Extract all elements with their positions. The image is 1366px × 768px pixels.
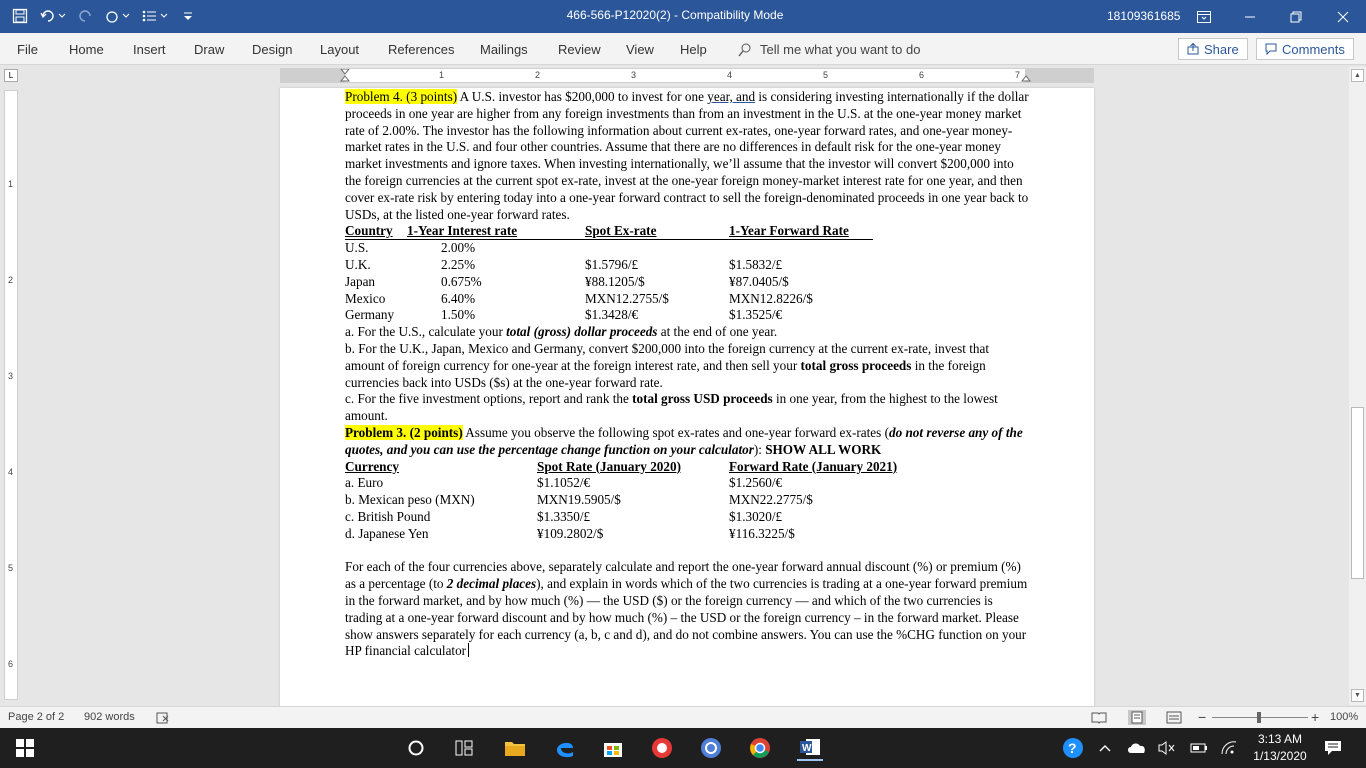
horizontal-ruler[interactable] — [280, 68, 1094, 83]
table-cell: ¥116.3225/$ — [729, 525, 795, 541]
question-text: in the foreign currencies back into USDs ($s) at the one-year forward rate. — [345, 357, 986, 390]
question-text: a. For the U.S., calculate your — [345, 324, 507, 340]
table-cell: $1.2560/€ — [729, 475, 783, 491]
table-cell: ¥87.0405/$ — [729, 273, 789, 289]
web-layout-icon[interactable] — [1166, 711, 1182, 724]
question-a — [345, 324, 1031, 341]
table-cell: 1.50% — [441, 307, 476, 323]
table-row — [345, 274, 1031, 291]
table-cell: $1.3350/£ — [537, 508, 591, 524]
question-text: c. For the five investment options, report and rank the — [345, 391, 633, 407]
tell-me-text: Tell me what you want to do — [760, 42, 921, 57]
close-icon[interactable] — [1320, 0, 1366, 33]
clock-date: 1/13/2020 — [1253, 749, 1307, 763]
table-row — [345, 291, 1031, 308]
tab-mailings[interactable]: Mailings — [480, 42, 528, 57]
document-title: 466-566-P12020(2) - Compatibility Mode — [566, 8, 784, 22]
table-cell: 6.40% — [441, 290, 476, 306]
problem-3-text: Assume you observe the following spot ex-rates and one-year forward ex-rates ( — [462, 424, 889, 440]
table-cell: U.K. — [345, 256, 371, 272]
print-layout-icon[interactable] — [1128, 710, 1146, 725]
tab-review[interactable]: Review — [558, 42, 601, 57]
table-cell: MXN12.2755/$ — [585, 290, 669, 306]
show-all-work: SHOW ALL WORK — [765, 441, 882, 457]
scroll-down-icon[interactable]: ▼ — [1351, 689, 1364, 702]
tab-references[interactable]: References — [388, 42, 455, 57]
user-account-name[interactable]: 18109361685 — [1107, 9, 1181, 23]
table-cell: ¥109.2802/$ — [537, 525, 604, 541]
vertical-scrollbar[interactable] — [1349, 67, 1366, 705]
table-cell: c. British Pound — [345, 508, 431, 524]
comments-button[interactable] — [1256, 38, 1354, 60]
edge-browser-icon[interactable] — [552, 735, 578, 761]
system-clock[interactable] — [1250, 731, 1310, 765]
blue-app-icon[interactable] — [698, 735, 724, 761]
restore-icon[interactable] — [1273, 0, 1319, 33]
tab-draw[interactable]: Draw — [194, 42, 225, 57]
table-cell: MXN22.2775/$ — [729, 492, 813, 508]
share-icon — [1187, 43, 1199, 55]
table-header: 1-Year Interest rate — [407, 223, 518, 239]
table-header: Currency — [345, 458, 399, 474]
table-row — [345, 307, 1031, 324]
final-instructions — [345, 559, 1031, 660]
store-icon[interactable] — [600, 735, 626, 761]
svg-text:?: ? — [1068, 740, 1077, 756]
right-margin-area — [1025, 69, 1093, 82]
table-cell: ¥88.1205/$ — [585, 273, 645, 289]
table-row — [345, 492, 1031, 509]
clock-time: 3:13 AM — [1257, 732, 1303, 746]
instruction-emphasis: 2 decimal places — [446, 576, 537, 592]
problem-4-paragraph — [345, 89, 1031, 223]
ruler-number: 3 — [631, 70, 637, 80]
question-emphasis: total gross USD proceeds — [632, 391, 773, 407]
wifi-icon[interactable] — [1216, 735, 1242, 761]
ruler-number: 1 — [439, 70, 445, 80]
action-center-icon[interactable] — [1320, 735, 1346, 761]
share-label: Share — [1204, 41, 1239, 57]
status-bar — [0, 706, 1366, 728]
share-button[interactable] — [1178, 38, 1248, 60]
proofing-icon[interactable] — [156, 712, 170, 724]
tab-insert[interactable]: Insert — [133, 42, 166, 57]
indent-marker-icon[interactable] — [340, 69, 350, 82]
help-icon[interactable] — [1060, 735, 1086, 761]
svg-text:W: W — [802, 743, 812, 754]
title-bar — [0, 0, 1366, 33]
problem-3-label: Problem 3. (2 points) — [345, 424, 463, 440]
question-text: b. For the U.K., Japan, Mexico and Germany, convert $200,000 into the foreign currency at the current ex-rate, invest that amount of foreign currency for one-year at the foreign interest rate, and then sell your — [345, 340, 990, 373]
question-emphasis: total gross proceeds — [800, 357, 912, 373]
lightbulb-icon — [738, 43, 752, 57]
tab-design[interactable]: Design — [252, 42, 293, 57]
scroll-up-icon[interactable]: ▲ — [1351, 69, 1364, 82]
tab-selector[interactable]: L — [4, 69, 18, 82]
zoom-in-icon[interactable]: + — [1311, 709, 1320, 725]
question-c — [345, 391, 1031, 425]
scroll-thumb[interactable] — [1351, 407, 1364, 579]
battery-icon[interactable] — [1186, 735, 1212, 761]
ruler-number: 6 — [8, 659, 14, 669]
question-text: at the end of one year. — [657, 324, 778, 340]
problem-3-text: ): — [753, 441, 766, 457]
word-app-icon[interactable] — [797, 735, 823, 761]
question-text: in one year, from the highest to the lowest amount. — [345, 391, 998, 424]
app-shield-icon[interactable] — [649, 735, 675, 761]
table-cell: MXN19.5905/$ — [537, 492, 621, 508]
read-mode-icon[interactable] — [1091, 711, 1107, 724]
page-count[interactable]: Page 2 of 2 — [8, 711, 65, 723]
tab-home[interactable]: Home — [69, 42, 104, 57]
table-cell: $1.3020/£ — [729, 508, 783, 524]
task-view-icon[interactable] — [451, 735, 477, 761]
table-cell: a. Euro — [345, 475, 384, 491]
minimize-icon[interactable] — [1227, 0, 1273, 33]
table-cell: MXN12.8226/$ — [729, 290, 813, 306]
ribbon-tabs — [0, 33, 1366, 65]
question-emphasis: total (gross) dollar proceeds — [506, 324, 658, 340]
onedrive-icon[interactable] — [1124, 735, 1150, 761]
ruler-number: 4 — [8, 467, 14, 477]
file-explorer-icon[interactable] — [502, 735, 528, 761]
tab-layout[interactable]: Layout — [320, 42, 360, 57]
left-margin-area — [281, 69, 345, 82]
table-header: Forward Rate (January 2021) — [729, 458, 898, 474]
table-cell: Germany — [345, 307, 395, 323]
table-row — [345, 257, 1031, 274]
table-cell: Mexico — [345, 290, 386, 306]
instruction-text: For each of the four currencies above, separately calculate and report the one-year forward annual discount (%) or premium (%) as a percentage (to — [345, 559, 1021, 592]
right-indent-marker-icon[interactable] — [1021, 73, 1031, 82]
ruler-number: 2 — [535, 70, 541, 80]
tell-me-search[interactable] — [738, 42, 920, 57]
table-cell: Japan — [345, 273, 376, 289]
ruler-number: 3 — [8, 371, 14, 381]
chrome-icon[interactable] — [747, 735, 773, 761]
vertical-ruler[interactable] — [4, 90, 18, 700]
document-page[interactable] — [280, 88, 1094, 708]
problem-3-emphasis: do not reverse any of the quotes, and you can use the percentage change function on your calculator — [345, 424, 1023, 457]
table-row — [345, 526, 1031, 543]
table-cell: $1.5796/£ — [585, 256, 639, 272]
comment-icon — [1265, 43, 1277, 55]
tab-file[interactable]: File — [17, 42, 38, 57]
windows-taskbar — [0, 728, 1366, 768]
text-cursor — [468, 643, 469, 657]
table-header: 1-Year Forward Rate — [729, 223, 849, 239]
table-cell: $1.3428/€ — [585, 307, 639, 323]
table-cell: U.S. — [345, 240, 369, 256]
problem-4-text-b: is considering investing internationally if the dollar proceeds in one year are higher from any foreign investments than from an investment in the U.S. at the one-year money market rate of 2.00%. The investor has the following information about current ex-rates, one-year forward rates, and one-year money-market rates in the U.S. and four other countries. Assume that there are no differences in default risk for the one-year money market investments and ignore taxes. When investing internationally, we’ll assume that the investor will convert $200,000 into the foreign currencies at the current spot ex-rate, invest at the one-year foreign money-market interest rate for one year, and then cover ex-rate risk by entering today into a one-year forward contract to sell the foreign-denominated proceeds in one year back to USDs, at the listed one-year forward rates. — [345, 89, 1029, 222]
ribbon-display-options-icon[interactable] — [1181, 0, 1227, 33]
ruler-number: 6 — [919, 70, 925, 80]
table-header: Country — [345, 223, 393, 239]
currency-table — [345, 459, 1031, 543]
table-row — [345, 240, 1031, 257]
ruler-number: 4 — [727, 70, 733, 80]
volume-muted-icon[interactable] — [1154, 735, 1180, 761]
ruler-number: 2 — [8, 275, 14, 285]
table-header: Spot Rate (January 2020) — [537, 458, 681, 474]
zoom-level[interactable]: 100% — [1330, 711, 1359, 723]
table-row — [345, 475, 1031, 492]
windows-start-icon[interactable] — [12, 735, 38, 761]
table-cell: 2.00% — [441, 240, 476, 256]
problem-4-text-a: A U.S. investor has $200,000 to invest for one — [457, 89, 708, 104]
table-cell: $1.1052/€ — [537, 475, 591, 491]
question-b — [345, 341, 1031, 391]
table-cell: $1.5832/£ — [729, 256, 783, 272]
tab-help[interactable]: Help — [680, 42, 707, 57]
table-cell: b. Mexican peso (MXN) — [345, 492, 475, 508]
zoom-out-icon[interactable]: − — [1198, 709, 1207, 725]
table-header: Spot Ex-rate — [585, 223, 657, 239]
grammar-flag: year, and — [707, 89, 756, 104]
blank-line — [345, 543, 1031, 560]
word-count[interactable]: 902 words — [84, 711, 135, 723]
tab-view[interactable]: View — [626, 42, 654, 57]
table-cell: 0.675% — [441, 273, 482, 289]
table-cell: 2.25% — [441, 256, 476, 272]
comments-label: Comments — [1282, 41, 1345, 57]
table-cell: $1.3525/€ — [729, 307, 783, 323]
problem-4-label: Problem 4. (3 points) — [345, 89, 458, 104]
table-cell: d. Japanese Yen — [345, 525, 429, 541]
instruction-text: ), and explain in words which of the two currencies is trading at a one-year forward premium in the forward market, and by how much (%) — the USD ($) or the foreign currency — and which of the two currencies is trading at a one-year forward discount and by how much (%) – the USD or the foreign currency – in the forward market. Please show answers separately for each currency (a, b, c and d), and do not combine answers. You can use the %CHG function on your HP financial calculator — [345, 576, 1028, 659]
table-row — [345, 509, 1031, 526]
ruler-number: 5 — [8, 563, 14, 573]
cortana-icon[interactable] — [403, 735, 429, 761]
problem-3-paragraph — [345, 425, 1031, 459]
ruler-number: 7 — [1015, 70, 1021, 80]
rates-table — [345, 223, 1031, 324]
document-body[interactable] — [345, 89, 1031, 660]
chevron-up-icon[interactable] — [1092, 735, 1118, 761]
ruler-number: 5 — [823, 70, 829, 80]
zoom-slider-thumb[interactable] — [1257, 712, 1261, 723]
ruler-number: 1 — [8, 179, 14, 189]
